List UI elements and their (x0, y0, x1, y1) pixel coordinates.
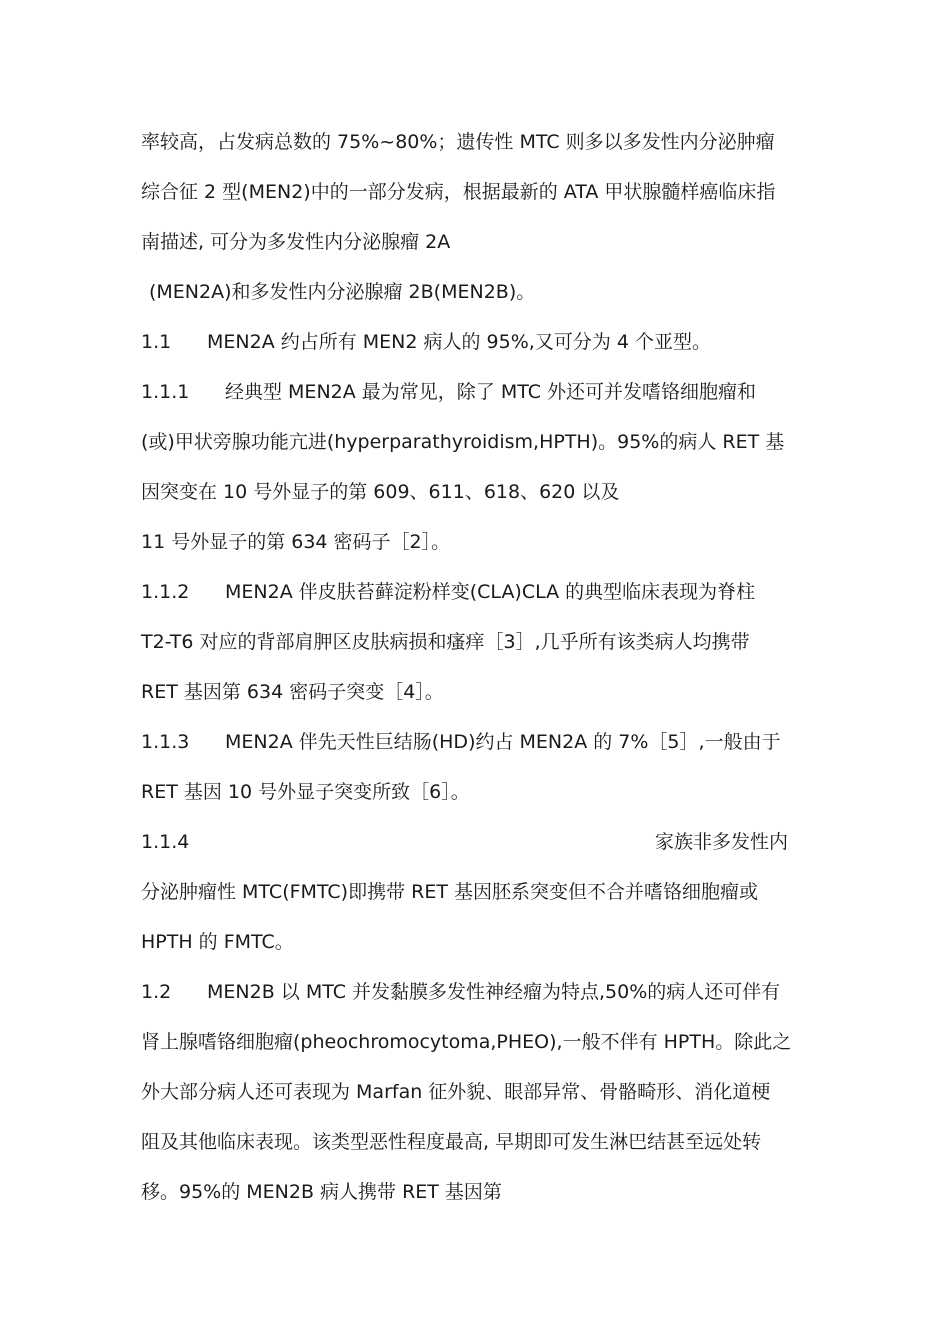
section-number: 1.1.1 (141, 381, 190, 403)
section-text: MEN2B 以 MTC 并发黏膜多发性神经瘤为特点,50%的病人还可伴有 (207, 981, 781, 1003)
text-line: 南描述, 可分为多发性内分泌腺瘤 2A (141, 231, 451, 253)
text-line: 因突变在 10 号外显子的第 609、611、618、620 以及 (141, 481, 620, 503)
section-number: 1.1 (141, 331, 172, 353)
section-text: MEN2A 约占所有 MEN2 病人的 95%,又可分为 4 个亚型。 (207, 331, 711, 353)
section-number: 1.2 (141, 981, 172, 1003)
section-heading-1-2 (141, 979, 821, 1005)
text-line: HPTH 的 FMTC。 (141, 931, 294, 953)
section-text: 经典型 MEN2A 最为常见，除了 MTC 外还可并发嗜铬细胞瘤和 (225, 381, 757, 403)
text-line: 肾上腺嗜铬细胞瘤(pheochromocytoma,PHEO),一般不伴有 HPTH。除此之 (141, 1031, 792, 1053)
section-heading-1-1-3 (141, 729, 821, 755)
section-heading-1-1-2 (141, 579, 821, 605)
text-line: T2-T6 对应的背部肩胛区皮肤病损和瘙痒［3］,几乎所有该类病人均携带 (141, 631, 750, 653)
section-text: 家族非多发性内 (655, 831, 789, 853)
text-line: RET 基因第 634 密码子突变［4］。 (141, 681, 444, 703)
text-line: (MEN2A)和多发性内分泌腺瘤 2B(MEN2B)。 (149, 281, 536, 303)
text-line: 移。95%的 MEN2B 病人携带 RET 基因第 (141, 1181, 502, 1203)
section-text: MEN2A 伴先天性巨结肠(HD)约占 MEN2A 的 7%［5］,一般由于 (225, 731, 781, 753)
text-line: RET 基因 10 号外显子突变所致［6］。 (141, 781, 470, 803)
text-line: 分泌肿瘤性 MTC(FMTC)即携带 RET 基因胚系突变但不合并嗜铬细胞瘤或 (141, 881, 758, 903)
text-line: 率较高，占发病总数的 75%~80%；遗传性 MTC 则多以多发性内分泌肿瘤 (141, 131, 775, 153)
text-line: 11 号外显子的第 634 密码子［2］。 (141, 531, 451, 553)
text-line: (或)甲状旁腺功能亢进(hyperparathyroidism,HPTH)。95%的病人 RET 基 (141, 431, 785, 453)
text-line: 阻及其他临床表现。该类型恶性程度最高, 早期即可发生淋巴结甚至远处转 (141, 1131, 762, 1153)
section-number: 1.1.4 (141, 831, 190, 853)
section-text: MEN2A 伴皮肤苔藓淀粉样变(CLA)CLA 的典型临床表现为脊柱 (225, 581, 756, 603)
section-number: 1.1.2 (141, 581, 190, 603)
section-heading-1-1 (141, 329, 821, 355)
section-heading-1-1-4 (141, 829, 821, 855)
text-line: 综合征 2 型(MEN2)中的一部分发病，根据最新的 ATA 甲状腺髓样癌临床指 (141, 181, 776, 203)
section-heading-1-1-1 (141, 379, 821, 405)
text-line: 外大部分病人还可表现为 Marfan 征外貌、眼部异常、骨骼畸形、消化道梗 (141, 1081, 771, 1103)
section-number: 1.1.3 (141, 731, 190, 753)
